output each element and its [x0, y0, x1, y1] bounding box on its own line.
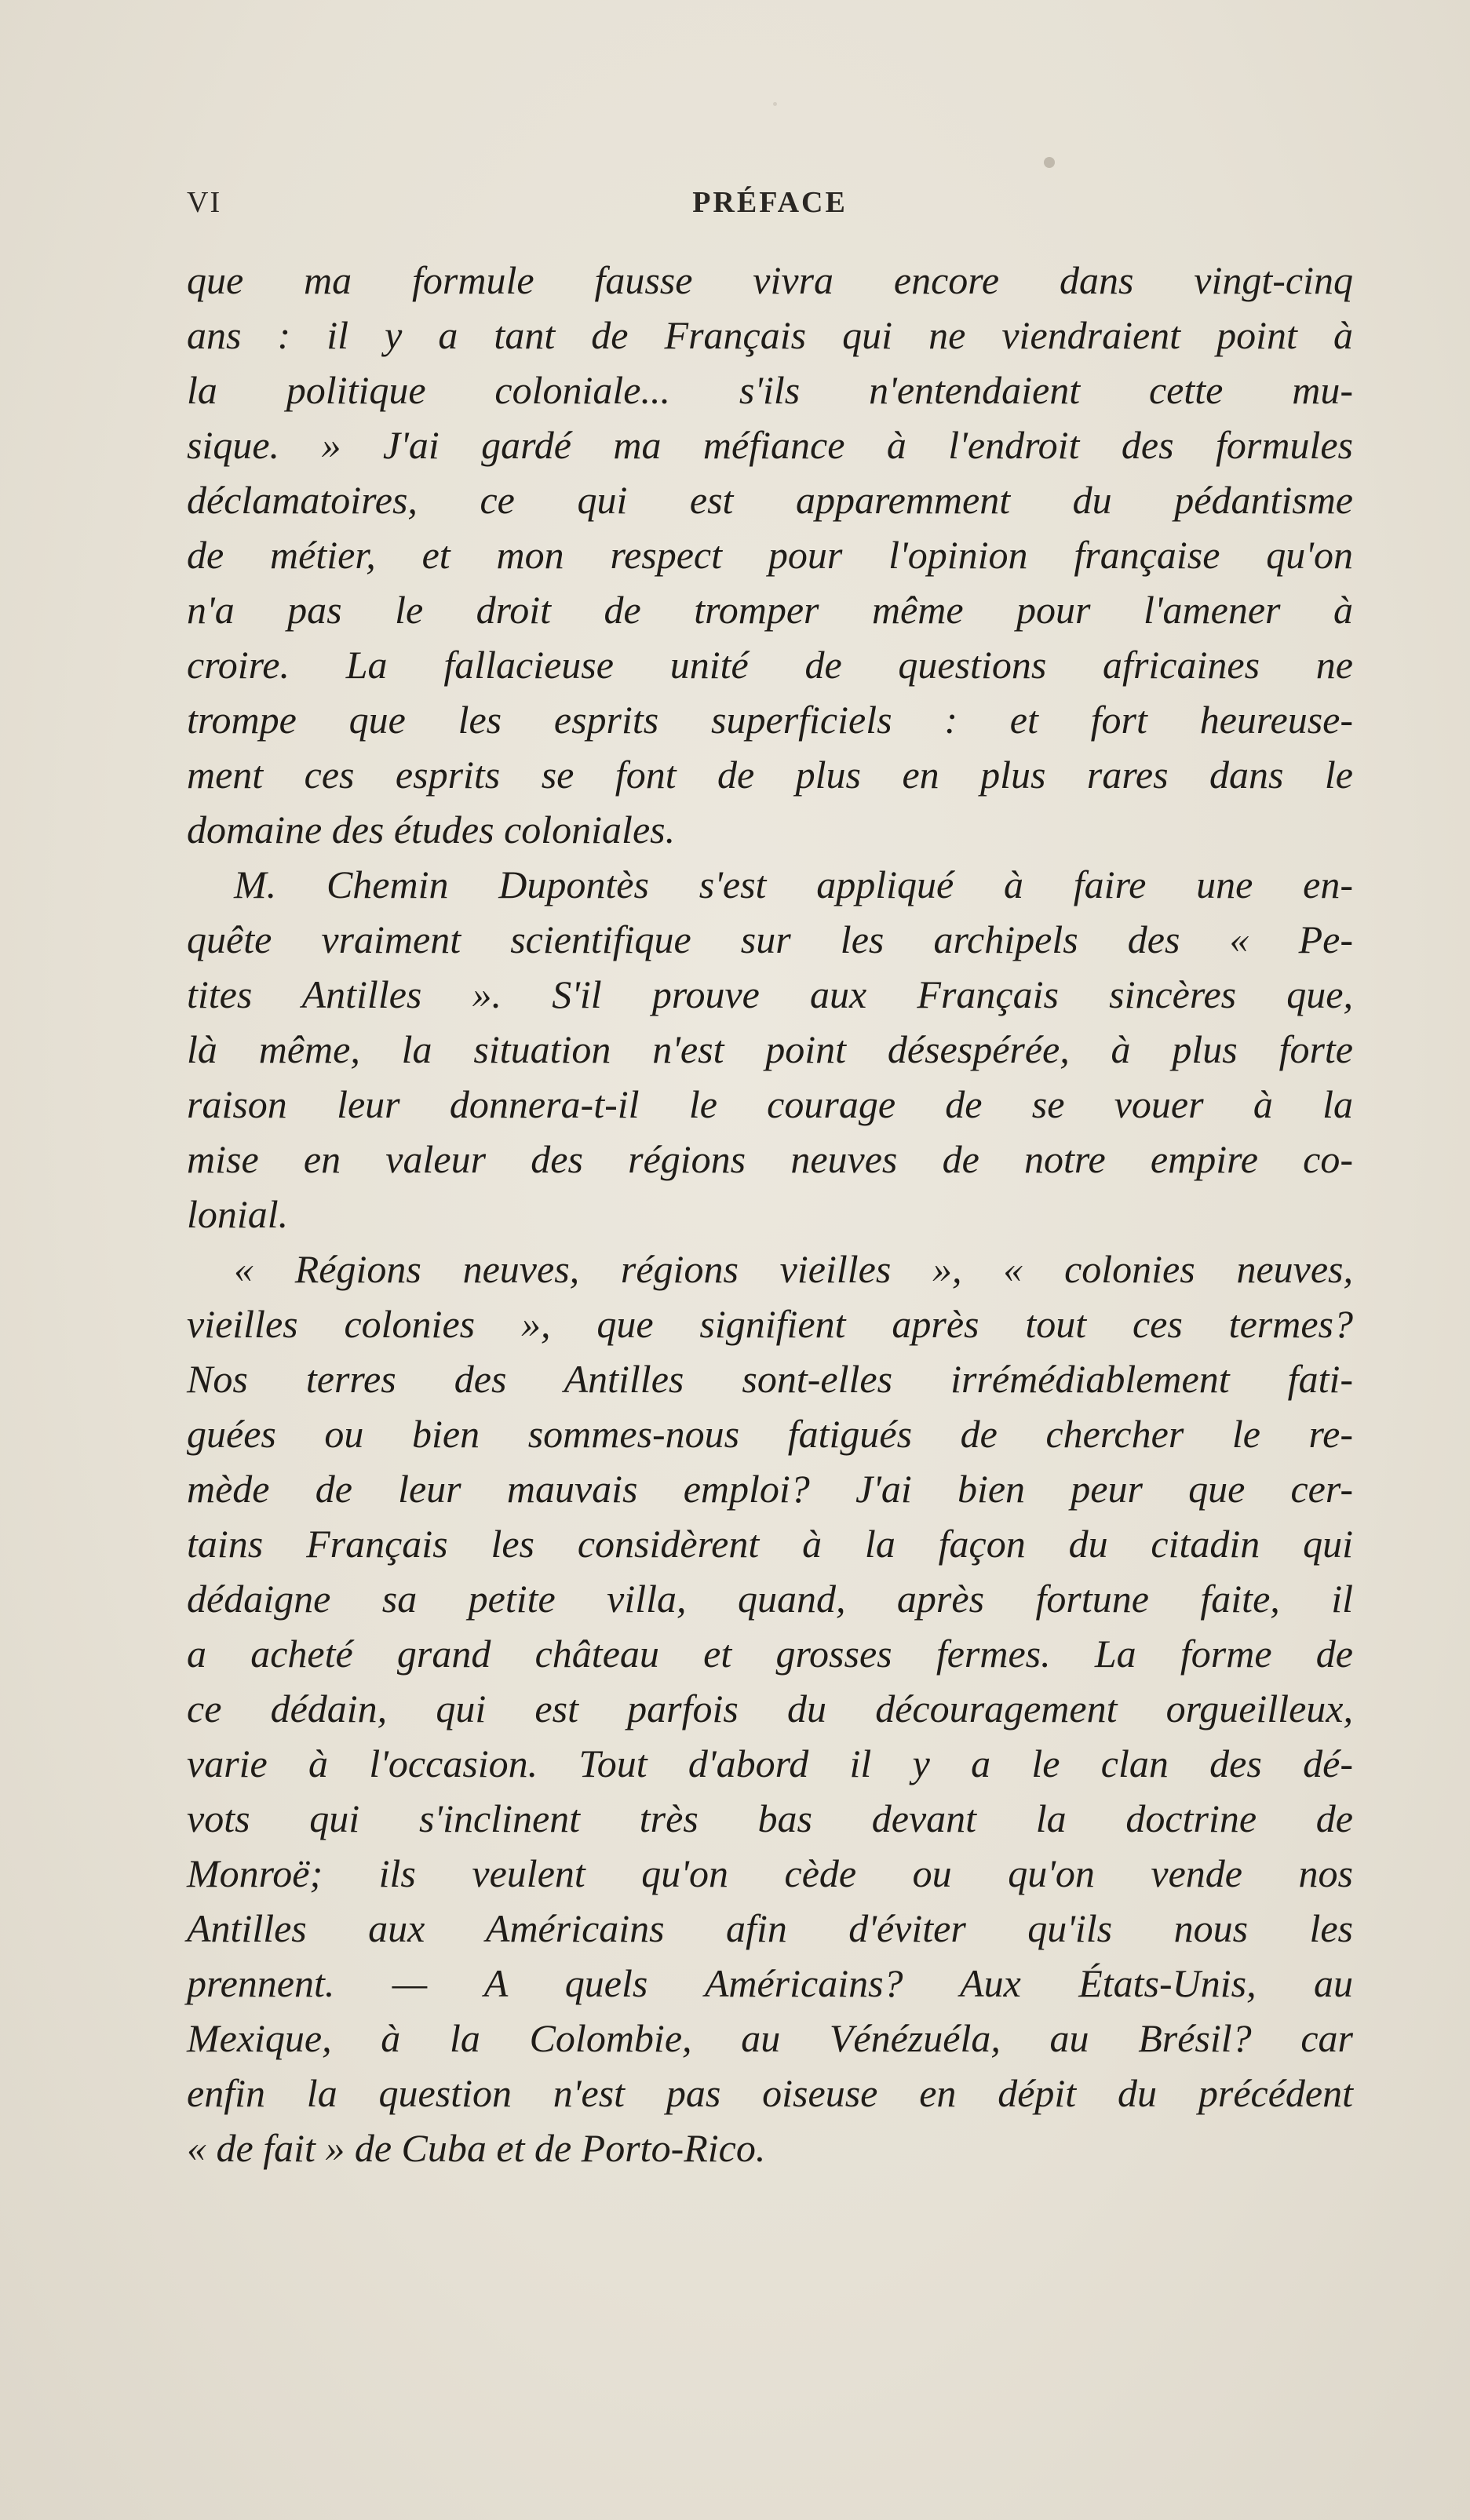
paper-blemish [1044, 157, 1055, 168]
text-line: mède de leur mauvais emploi? J'ai bien peur que cer- [187, 1467, 1353, 1511]
body-text [187, 253, 1353, 2175]
text-line: guées ou bien sommes-nous fatigués de chercher le re- [187, 1412, 1353, 1456]
page-header [187, 185, 1353, 232]
text-line: mise en valeur des régions neuves de notre empire co- [187, 1137, 1353, 1181]
text-line: n'a pas le droit de tromper même pour l'amener à [187, 588, 1353, 632]
text-line: raison leur donnera-t-il le courage de se vouer à la [187, 1082, 1353, 1126]
text-line: déclamatoires, ce qui est apparemment du pédantisme [187, 478, 1353, 522]
text-line: Nos terres des Antilles sont-elles irrémédiablement fati- [187, 1357, 1353, 1401]
text-line: Monroë; ils veulent qu'on cède ou qu'on vende nos [187, 1851, 1353, 1895]
text-line: quête vraiment scientifique sur les archipels des « Pe- [187, 917, 1353, 961]
running-title: PRÉFACE [692, 186, 848, 219]
page-number: VI [187, 186, 222, 219]
text-line: la politique coloniale... s'ils n'entendaient cette mu- [187, 368, 1353, 412]
text-line: ans : il y a tant de Français qui ne viendraient point à [187, 313, 1353, 357]
text-line: varie à l'occasion. Tout d'abord il y a le clan des dé- [187, 1741, 1353, 1785]
text-line: a acheté grand château et grosses fermes. La forme de [187, 1632, 1353, 1676]
text-line: de métier, et mon respect pour l'opinion française qu'on [187, 533, 1353, 577]
text-line: tains Français les considèrent à la façon du citadin qui [187, 1522, 1353, 1566]
text-line: tites Antilles ». S'il prouve aux Français sincères que, [187, 972, 1353, 1016]
text-line: dédaigne sa petite villa, quand, après fortune faite, il [187, 1577, 1353, 1621]
text-line: là même, la situation n'est point désespérée, à plus forte [187, 1027, 1353, 1071]
text-line: vots qui s'inclinent très bas devant la doctrine de [187, 1796, 1353, 1840]
text-line: « de fait » de Cuba et de Porto-Rico. [187, 2126, 766, 2170]
text-line: Mexique, à la Colombie, au Vénézuéla, au Brésil? car [187, 2016, 1353, 2060]
text-line: enfin la question n'est pas oiseuse en dépit du précédent [187, 2071, 1353, 2115]
paper-blemish [773, 102, 777, 106]
text-line: prennent. — A quels Américains? Aux États-Unis, au [187, 1961, 1353, 2005]
text-line: trompe que les esprits superficiels : et fort heureuse- [187, 698, 1353, 742]
text-line: vieilles colonies », que signifient après tout ces termes? [187, 1302, 1353, 1346]
text-line: « Régions neuves, régions vieilles », « colonies neuves, [234, 1247, 1353, 1291]
text-line: ment ces esprits se font de plus en plus rares dans le [187, 753, 1353, 797]
text-line: croire. La fallacieuse unité de questions africaines ne [187, 643, 1353, 687]
text-line: que ma formule fausse vivra encore dans vingt-cinq [187, 258, 1353, 302]
text-line: M. Chemin Dupontès s'est appliqué à faire une en- [234, 862, 1353, 906]
text-line: lonial. [187, 1192, 289, 1236]
text-line: domaine des études coloniales. [187, 808, 676, 852]
text-line: Antilles aux Américains afin d'éviter qu'ils nous les [187, 1906, 1353, 1950]
text-line: ce dédain, qui est parfois du découragement orgueilleux, [187, 1687, 1353, 1730]
text-line: sique. » J'ai gardé ma méfiance à l'endroit des formules [187, 423, 1353, 467]
